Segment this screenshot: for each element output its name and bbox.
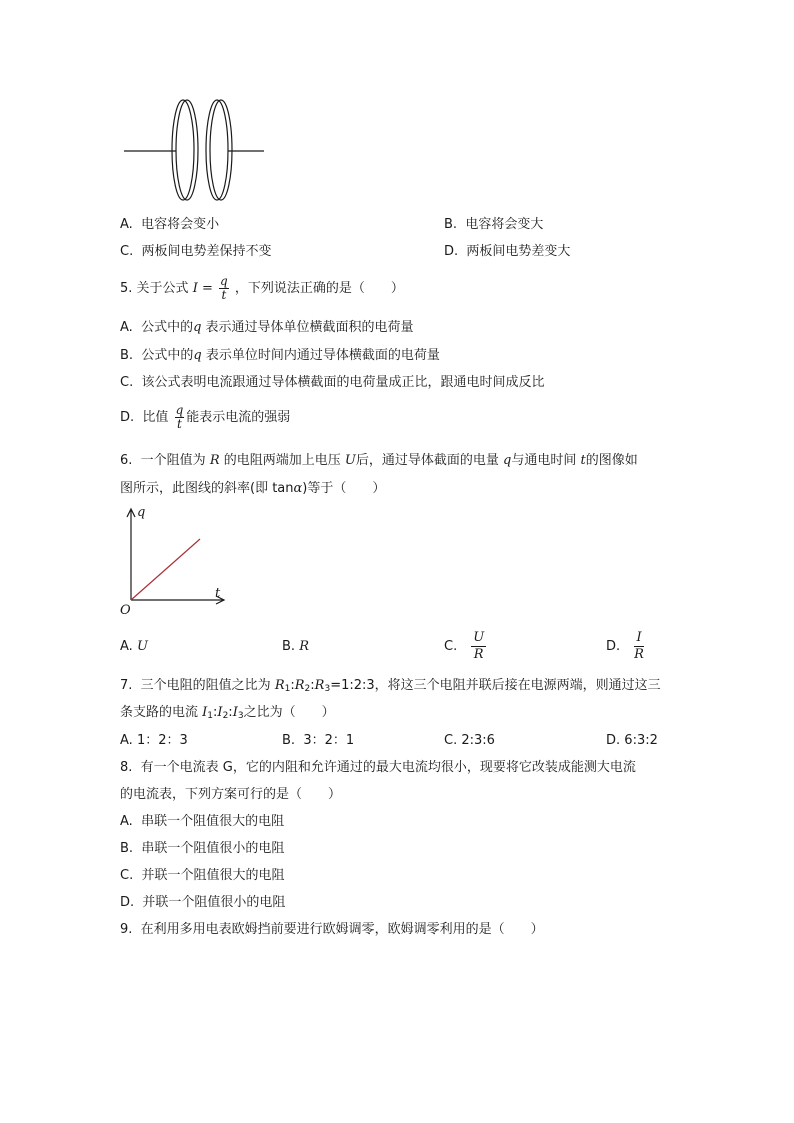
q7-option-b: B. 3：2：1 [282, 733, 355, 748]
q6-option-b: B. R [282, 639, 309, 654]
q6-option-c: C. $\frac{U}{R}$ [444, 630, 485, 662]
q5-stem: 5. 关于公式 I = $\frac{q}{t}$ ，下列说法正确的是（ ） [120, 274, 404, 302]
q4-option-b: B. 电容将会变大 [444, 217, 544, 232]
q6-option-d-fraction: $\frac{I}{R}$ [634, 630, 644, 662]
y-axis-label: q [137, 505, 146, 520]
q7-option-d: D. 6:3:2 [606, 733, 658, 748]
q5-formula-lhs: I = [192, 281, 213, 296]
q6-option-d: D. $\frac{I}{R}$ [606, 630, 644, 662]
q5-option-d-fraction: $\frac{q}{t}$ [175, 403, 184, 431]
q7-stem-line1: 7. 三个电阻的阻值之比为 $R_1:R_2:R_3=1:2:3$，将这三个电阻并联后接在电源两端，则通过这三 [120, 678, 661, 694]
q8-option-c: C. 并联一个阻值很大的电阻 [120, 868, 285, 883]
q4-option-c: C. 两板间电势差保持不变 [120, 244, 272, 259]
q8-option-d: D. 并联一个阻值很小的电阻 [120, 895, 286, 910]
origin-label: O [120, 603, 131, 618]
q6-option-c-fraction: $\frac{U}{R}$ [473, 630, 485, 662]
q5-option-d: D. 比值 $\frac{q}{t}$ 能表示电流的强弱 [120, 403, 291, 431]
q4-option-a: A. 电容将会变小 [120, 217, 220, 232]
q8-option-a: A. 串联一个阻值很大的电阻 [120, 814, 285, 829]
q7-stem-line2: 条支路的电流 $I_1:I_2:I_3$之比为（ ） [120, 705, 335, 721]
q5-option-a: A. 公式中的q 表示通过导体单位横截面积的电荷量 [120, 320, 414, 335]
q7-option-a: A. 1：2：3 [120, 733, 188, 748]
q-t-graph [116, 502, 236, 620]
q5-option-b: B. 公式中的q 表示单位时间内通过导体横截面的电荷量 [120, 348, 440, 363]
q8-option-b: B. 串联一个阻值很小的电阻 [120, 841, 285, 856]
q8-stem-line1: 8. 有一个电流表 G，它的内阻和允许通过的最大电流均很小，现要将它改装成能测大电流 [120, 760, 636, 775]
q4-option-d: D. 两板间电势差变大 [444, 244, 571, 259]
capacitor-figure [118, 96, 268, 206]
data-line [131, 539, 200, 600]
q5-formula-fraction: $\frac{q}{t}$ [220, 274, 228, 302]
q6-option-a: A. U [120, 639, 148, 654]
q9-stem: 9. 在利用多用电表欧姆挡前要进行欧姆调零，欧姆调零利用的是（ ） [120, 922, 544, 937]
q6-stem-line2: 图所示，此图线的斜率(即 tanα)等于（ ） [120, 481, 386, 496]
x-axis-label: t [215, 586, 221, 601]
q6-stem-line1: 6. 一个阻值为 R 的电阻两端加上电压 U后，通过导体截面的电量 q与通电时间 t的图像如 [120, 453, 638, 468]
q7-option-c: C. 2:3:6 [444, 733, 495, 748]
q5-option-c: C. 该公式表明电流跟通过导体横截面的电荷量成正比，跟通电时间成反比 [120, 375, 545, 390]
q8-stem-line2: 的电流表，下列方案可行的是（ ） [120, 787, 342, 802]
